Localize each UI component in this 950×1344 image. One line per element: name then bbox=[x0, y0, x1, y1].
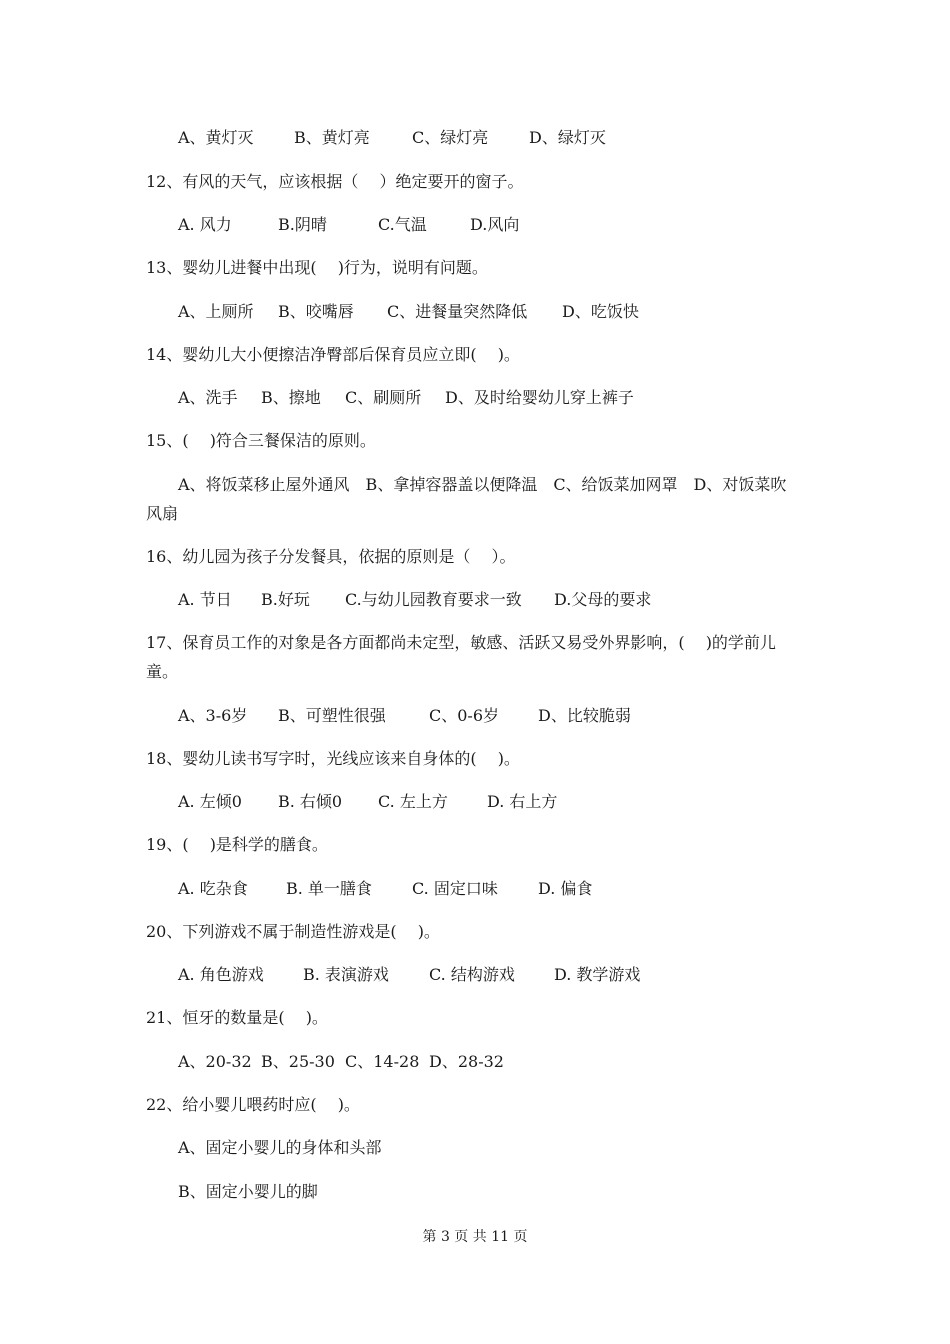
q15-options-line-1: A、将饭菜移止屋外通风 B、拿掉容器盖以便降温 C、给饭菜加网罩 D、对饭菜吹 bbox=[178, 475, 787, 494]
q17-option-a: A、3-6岁 bbox=[178, 706, 248, 725]
q17-option-c: C、0-6岁 bbox=[429, 706, 500, 725]
q21-option-a: A、20-32 bbox=[178, 1052, 252, 1071]
q11-option-d: D、绿灯灭 bbox=[529, 128, 606, 147]
q17-stem-line-1: 17、保育员工作的对象是各方面都尚未定型，敏感、活跃又易受外界影响，( )的学前儿 bbox=[146, 633, 776, 652]
q13-option-c: C、进餐量突然降低 bbox=[387, 302, 528, 321]
q18-option-c: C. 左上方 bbox=[378, 792, 448, 811]
q17-stem-line-2: 童。 bbox=[146, 662, 179, 681]
q12-option-a: A. 风力 bbox=[178, 215, 232, 234]
q22-stem: 22、给小婴儿喂药时应( )。 bbox=[146, 1095, 360, 1114]
q22-option-b: B、固定小婴儿的脚 bbox=[178, 1182, 318, 1201]
q20-stem: 20、下列游戏不属于制造性游戏是( )。 bbox=[146, 922, 440, 941]
q19-option-c: C. 固定口味 bbox=[412, 879, 498, 898]
q20-option-d: D. 教学游戏 bbox=[554, 965, 641, 984]
q19-stem: 19、( )是科学的膳食。 bbox=[146, 835, 328, 854]
q16-option-c: C.与幼儿园教育要求一致 bbox=[345, 590, 522, 609]
q15-stem: 15、( )符合三餐保洁的原则。 bbox=[146, 431, 376, 450]
q18-option-b: B. 右倾0 bbox=[278, 792, 343, 811]
q19-option-a: A. 吃杂食 bbox=[178, 879, 248, 898]
q11-option-a: A、黄灯灭 bbox=[178, 128, 254, 147]
q13-option-d: D、吃饭快 bbox=[562, 302, 639, 321]
q12-stem: 12、有风的天气，应该根据（ ）绝定要开的窗子。 bbox=[146, 172, 524, 191]
q20-option-a: A. 角色游戏 bbox=[178, 965, 264, 984]
q22-option-a: A、固定小婴儿的身体和头部 bbox=[178, 1138, 382, 1157]
q14-option-c: C、刷厕所 bbox=[345, 388, 422, 407]
q14-option-d: D、及时给婴幼儿穿上裤子 bbox=[445, 388, 634, 407]
q16-option-d: D.父母的要求 bbox=[554, 590, 652, 609]
q14-stem: 14、婴幼儿大小便擦洁净臀部后保育员应立即( )。 bbox=[146, 345, 520, 364]
q11-option-c: C、绿灯亮 bbox=[412, 128, 489, 147]
q16-option-a: A. 节日 bbox=[178, 590, 232, 609]
q12-option-d: D.风向 bbox=[470, 215, 520, 234]
q18-stem: 18、婴幼儿读书写字时，光线应该来自身体的( )。 bbox=[146, 749, 520, 768]
q16-option-b: B.好玩 bbox=[261, 590, 310, 609]
q17-option-b: B、可塑性很强 bbox=[278, 706, 386, 725]
q13-option-b: B、咬嘴唇 bbox=[278, 302, 354, 321]
q18-option-a: A. 左倾0 bbox=[178, 792, 242, 811]
q21-stem: 21、恒牙的数量是( )。 bbox=[146, 1008, 328, 1027]
q13-stem: 13、婴幼儿进餐中出现( )行为，说明有问题。 bbox=[146, 258, 488, 277]
q11-option-b: B、黄灯亮 bbox=[294, 128, 370, 147]
q21-option-b: B、25-30 bbox=[261, 1052, 335, 1071]
q19-option-d: D. 偏食 bbox=[538, 879, 593, 898]
q16-stem: 16、幼儿园为孩子分发餐具，依据的原则是（ ）。 bbox=[146, 547, 516, 566]
q12-option-c: C.气温 bbox=[378, 215, 427, 234]
q18-option-d: D. 右上方 bbox=[487, 792, 558, 811]
q12-option-b: B.阴晴 bbox=[278, 215, 327, 234]
q13-option-a: A、上厕所 bbox=[178, 302, 254, 321]
q19-option-b: B. 单一膳食 bbox=[286, 879, 372, 898]
q14-option-b: B、擦地 bbox=[261, 388, 321, 407]
q14-option-a: A、洗手 bbox=[178, 388, 238, 407]
q17-option-d: D、比较脆弱 bbox=[538, 706, 631, 725]
q20-option-b: B. 表演游戏 bbox=[303, 965, 389, 984]
q20-option-c: C. 结构游戏 bbox=[429, 965, 515, 984]
q15-options-line-2: 风扇 bbox=[146, 504, 179, 523]
q21-option-d: D、28-32 bbox=[429, 1052, 504, 1071]
page-number-footer: 第 3 页 共 11 页 bbox=[422, 1229, 528, 1245]
q21-option-c: C、14-28 bbox=[345, 1052, 420, 1071]
